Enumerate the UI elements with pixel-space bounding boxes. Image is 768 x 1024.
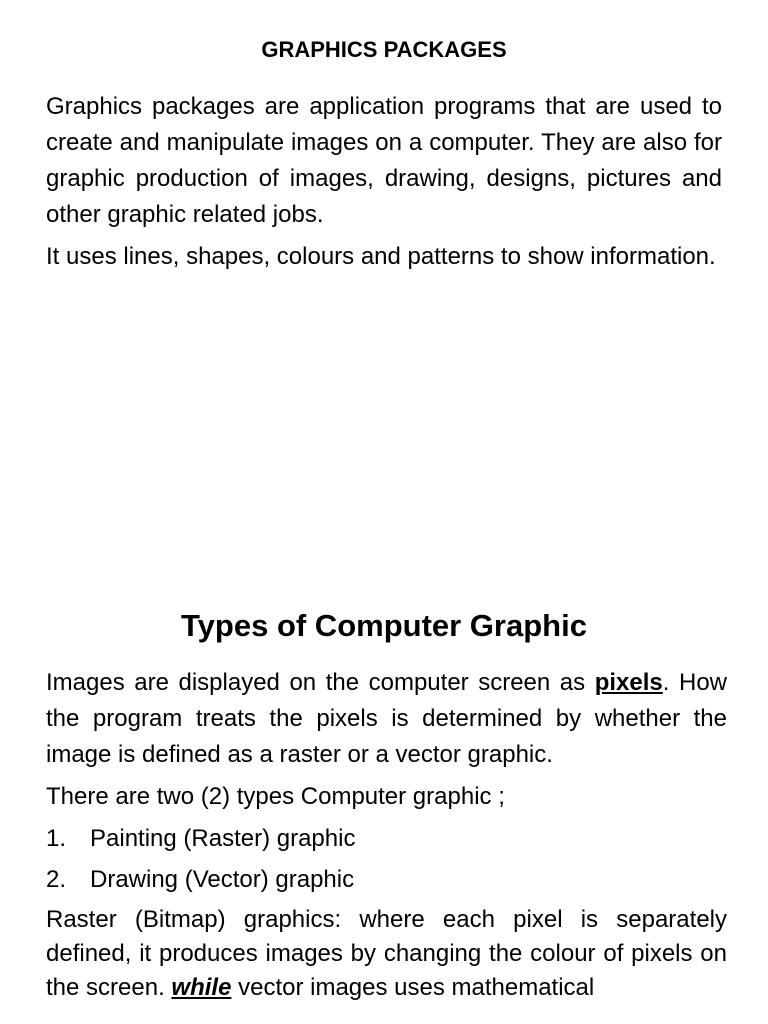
keyword-pixels: pixels [594, 669, 663, 696]
section-types-body [46, 665, 727, 1011]
heading-graphics-packages: GRAPHICS PACKAGES [261, 37, 507, 62]
paragraph-uses: It uses lines, shapes, colours and patterns to show information. [46, 243, 716, 270]
paragraph-raster-definition [46, 903, 727, 1005]
section-graphics-packages-body [46, 89, 722, 281]
paragraph-pixels [46, 665, 727, 773]
list-item-text: Painting (Raster) graphic [90, 825, 356, 852]
paragraph-raster-lead: Raster (Bitmap) graphics: where each pixel is separately defined, it produces images by changing the colour of pixels on the screen. [46, 906, 727, 1001]
graphic-types-list [46, 821, 727, 898]
keyword-while: while [171, 974, 232, 1001]
paragraph-definition: Graphics packages are application programs that are used to create and manipulate images on a computer. They are also for graphic production of images, drawing, designs, pictures and other graphic related jobs. [46, 93, 722, 228]
paragraph-pixels-lead: Images are displayed on the computer screen as [46, 669, 595, 696]
list-item-number: 1. [46, 825, 67, 852]
list-item [46, 821, 727, 857]
paragraph-pixels-rest: . How the program treats the pixels is determined by whether the image is defined as a raster or a vector graphic. [46, 669, 727, 768]
list-item [46, 862, 727, 898]
list-item-number: 2. [46, 866, 67, 893]
paragraph-two-types: There are two (2) types Computer graphic ; [46, 783, 505, 810]
paragraph-raster-rest: vector images uses mathematical [231, 974, 595, 1001]
heading-types-of-computer-graphic: Types of Computer Graphic [181, 608, 587, 643]
list-item-text: Drawing (Vector) graphic [90, 866, 355, 893]
